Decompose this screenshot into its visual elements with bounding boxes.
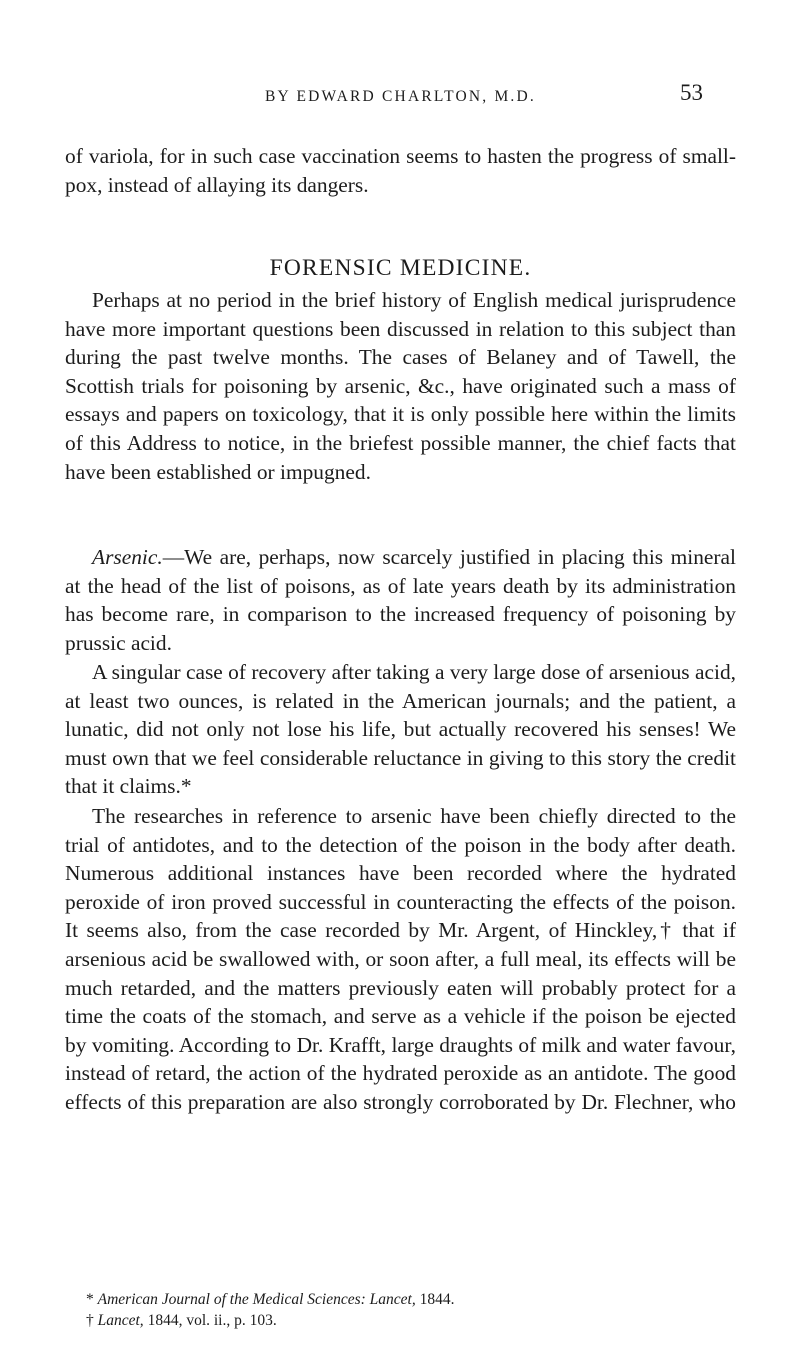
paragraph-forensic-intro [65,286,736,486]
footnote-1 [86,1290,746,1311]
paragraph-text: The researches in reference to arsenic have been chiefly directed to the trial of antidotes, and to the detection of the poison in the body after death. Numerous additional instances have been recorded where the hydrated peroxide of iron proved successful in counteracting the effects of the poison. It seems also, from the case recorded by Mr. Argent, of Hinckley,† that if arsenious acid be swallowed with, or soon after, a full meal, its effects will be much retarded, and the matters previously eaten will probably protect for a time the coats of the stomach, and serve as a vehicle if the poison be ejected by vomiting. According to Dr. Krafft, large draughts of milk and water favour, instead of retard, the action of the hydrated peroxide as an antidote. The good effects of this preparation are also strongly corroborated by Dr. Flechner, who [65,804,736,1114]
footnote-marker: † [86,1311,94,1329]
footnote-source: Lancet, [97,1311,144,1329]
footnote-marker: * [86,1291,94,1308]
running-head: BY EDWARD CHARLTON, M.D. [265,88,536,105]
paragraph-text: Perhaps at no period in the brief history of English medical jurisprudence have more important questions been discussed in relation to this subject than during the past twelve months. The cases of Belaney and of Tawell, the Scottish trials for poisoning by arsenic, &c., have originated such a mass of essays and papers on toxicology, that it is only possible here within the limits of this Address to notice, in the briefest possible manner, the chief facts that have been established or impugned. [65,288,736,484]
intro-paragraph [65,142,736,199]
footnote-details: 1844, vol. ii., p. 103. [147,1311,277,1329]
footnote-year: 1844. [419,1291,455,1308]
intro-text: of variola, for in such case vaccination seems to hasten the progress of small-pox, instead of allaying its dangers. [65,144,736,197]
paragraph-recovery-case [65,658,736,801]
footnotes [86,1290,746,1331]
section-heading: FORENSIC MEDICINE. [269,255,532,281]
paragraph-text: A singular case of recovery after taking a very large dose of arsenious acid, at least two ounces, is related in the American journals; and the patient, a lunatic, did not only not lose his life, but actually recovered his senses! We must own that we feel considerable reluctance in giving to this story the credit that it claims.* [65,660,736,799]
footnote-source: American Journal of the Medical Sciences: Lancet, [97,1291,416,1308]
footnote-2 [86,1311,746,1332]
paragraph-lead-italic: Arsenic. [92,545,163,569]
paragraph-text: —We are, perhaps, now scarcely justified in placing this mineral at the head of the list of poisons, as of late years death by its administration has become rare, in comparison to the increased frequency of poisoning by prussic acid. [65,545,736,655]
page-number: 53 [680,80,703,105]
paragraph-antidotes [65,802,736,1117]
paragraph-arsenic [65,543,736,657]
paragraph-arsenic-body [65,543,736,657]
